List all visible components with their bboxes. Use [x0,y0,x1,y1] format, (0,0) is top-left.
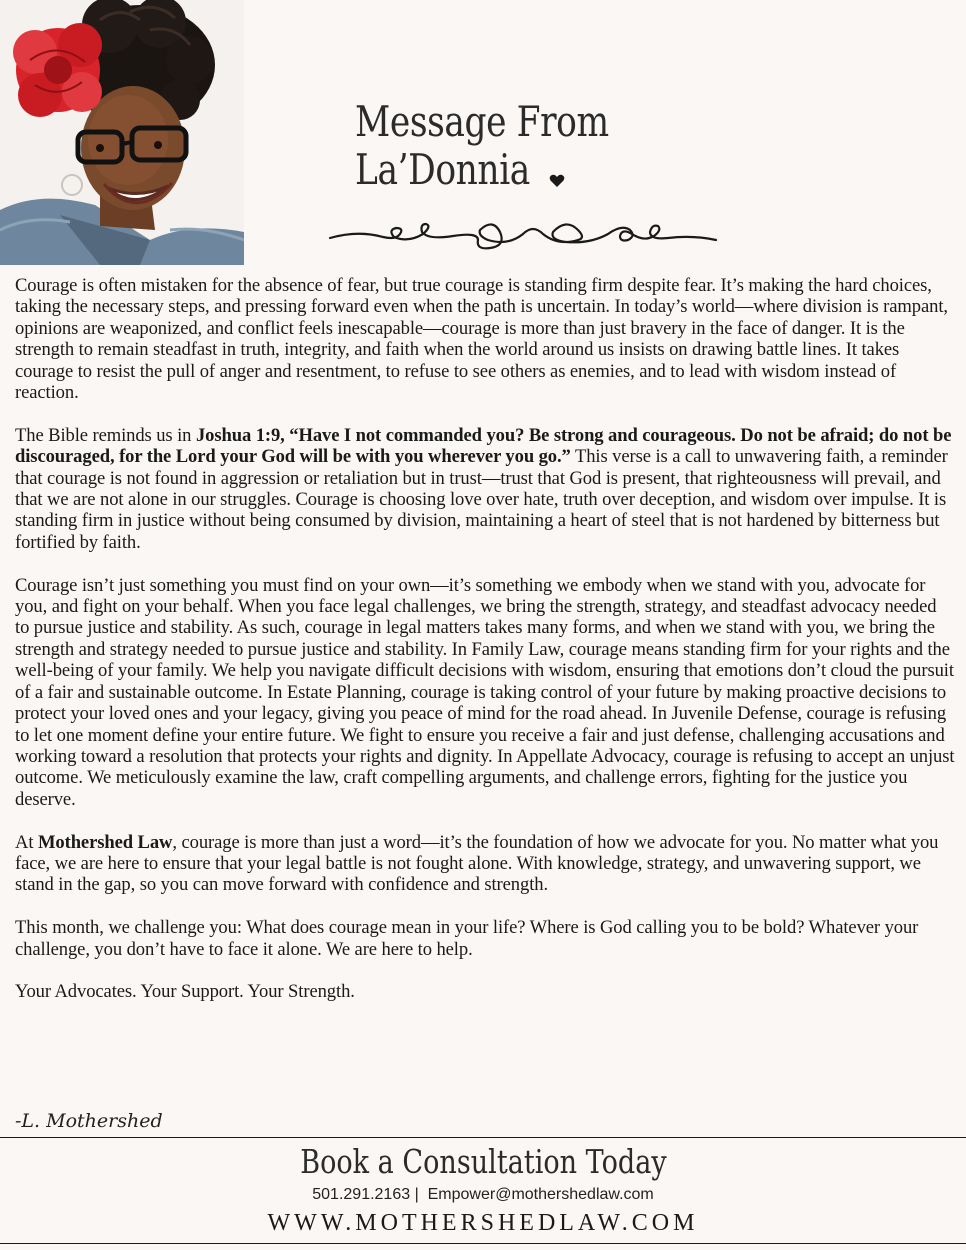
bible-verse-quote: Joshua 1:9, “Have I not commanded you? Be strong and courageous. Do not be afraid; do not be discouraged, for the Lord your God will be with you wherever you go.” [15,424,952,468]
decorative-flourish-icon [328,210,718,255]
title-line-2: La’Donnia [355,145,530,194]
text-span: This verse is a call to unwavering faith, a reminder that courage is not found in aggression or retaliation but in trust—trust that God is present, that righteousness will prevail, and that we are not alone in our struggles. Courage is choosing love over hate, truth over deception, and wisdom over impulse. It is standing firm in justice without being consumed by division, maintaining a heart of steel that is not hardened by bitterness but fortified by faith. [15,446,948,553]
website-link[interactable] [0,1210,966,1237]
text-span: At [15,831,38,853]
letter-body [15,275,955,1003]
paragraph-legal-courage: Courage isn’t just something you must find on your own—it’s something we embody when we stand with you, advocate for you, and fight on your behalf. When you face legal challenges, we bring the strength, strategy, and steadfast advocacy needed to pursue justice and stability. As such, courage in legal matters takes many forms, and when we stand with you, we bring the strength and strategy needed to pursue justice and stability. In Family Law, courage means standing firm for your rights and the well-being of your family. We help you navigate difficult decisions with wisdom, ensuring that emotions don’t cloud the pursuit of a fair and sustainable outcome. In Estate Planning, courage is taking control of your future by making proactive decisions to protect your loved ones and your legacy, giving you peace of mind for the road ahead. In Juvenile Defense, courage is refusing to let one moment define your entire future. We fight to ensure you receive a fair and just defense, challenging accusations and working toward a resolution that protects your rights and dignity. In Appellate Advocacy, courage is refusing to accept an unjust outcome. We meticulously examine the law, craft compelling arguments, and challenge errors, fighting for the justice you deserve. [15,574,955,810]
divider-bottom [0,1243,966,1244]
closing-line: Your Advocates. Your Support. Your Strength. [15,981,355,1003]
phone-link[interactable]: 501.291.2163 [312,1186,411,1203]
contact-separator: | [410,1186,428,1203]
paragraph-courage-intro: Courage is often mistaken for the absence of fear, but true courage is standing firm despite fear. It’s making the hard choices, taking the necessary steps, and pressing forward even when the path is uncertain. In today’s world—where division is rampant, opinions are weaponized, and conflict feels inescapable—courage is more than just bravery in the face of danger. It is the strength to remain steadfast in truth, integrity, and faith when the world around us insists on drawing battle lines. It takes courage to resist the pull of anger and resentment, to refuse to see others as enemies, and to lead with wisdom instead of reaction. [15,275,948,404]
paragraph-mothershed-law [15,832,955,896]
signature: -L. Mothershed [15,1110,163,1132]
text-span: , courage is more than just a word—it’s the foundation of how we advocate for you. No matter what you face, we are here to ensure that your legal battle is not fought alone. With knowledge, strategy, and unwavering support, we stand in the gap, so you can move forward with confidence and strength. [15,831,939,896]
heart-icon [549,174,565,188]
cta-heading [0,1142,966,1181]
email-link[interactable]: Empower@mothershedlaw.com [427,1186,654,1203]
contact-line [0,1186,966,1204]
page-title [355,98,609,194]
paragraph-bible-verse [15,425,955,553]
divider-top [0,1137,966,1138]
portrait-photo [0,0,244,265]
firm-name: Mothershed Law [37,831,173,853]
title-line-1: Message From [355,97,609,146]
text-span: The Bible reminds us in [15,424,196,446]
paragraph-challenge: This month, we challenge you: What does courage mean in your life? Where is God calling you to be bold? Whatever your challenge, you don’t have to face it alone. We are here to help. [15,917,919,960]
cta-text: Book a Consultation Today [299,1142,667,1181]
website-url[interactable]: WWW.MOTHERSHEDLAW.COM [267,1210,699,1236]
